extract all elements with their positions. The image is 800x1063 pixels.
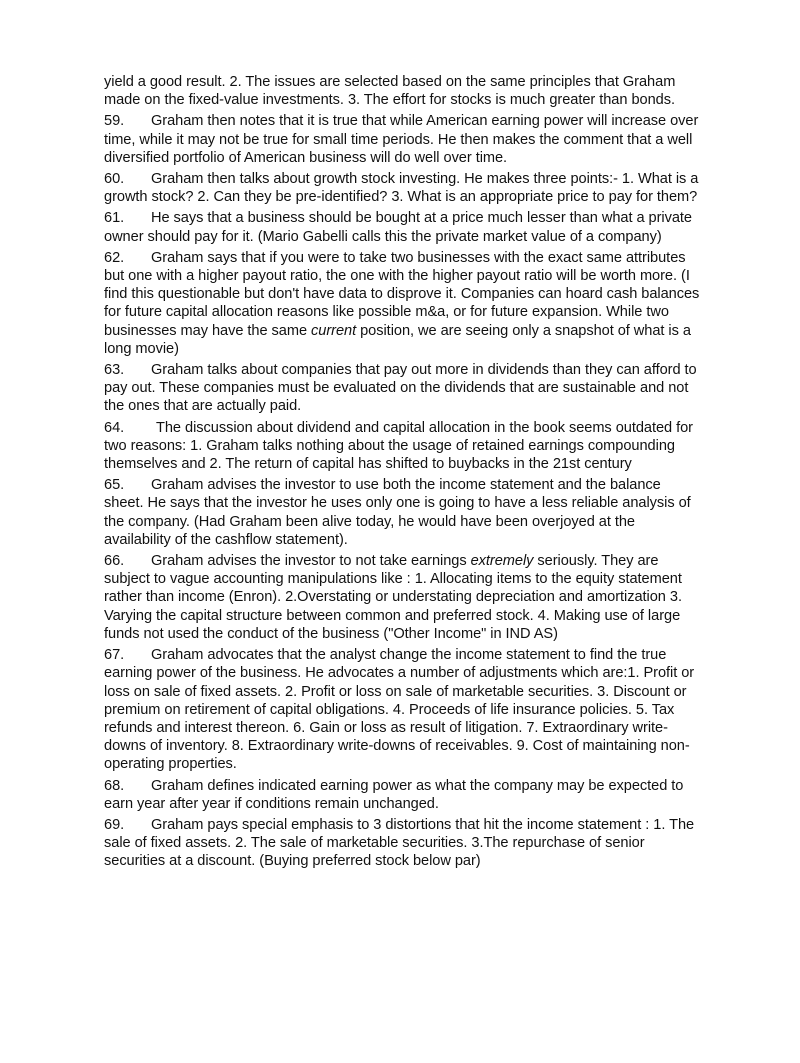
point-text-start: Graham says that if you were to take two businesses with the exact same attributes but one with a higher payout ratio, the one with the higher payout ratio will be worth more. (I find this questionable but don't have data to disprove it. Companies can hoard cash balances for future capital allocation reasons like possible m&a, or for future expansion. While two businesses may have the same — [104, 249, 700, 339]
point-number: 65. — [104, 477, 125, 494]
point-text: He says that a business should be bought at a price much lesser than what a private owner should pay for it. (Mario Gabelli calls this the private market value of a company) — [104, 210, 693, 245]
point-66 — [104, 552, 700, 643]
point-text-end: position, we are seeing only a snapshot of what is a long movie) — [104, 322, 691, 357]
point-text: Graham advocates that the analyst change the income statement to find the true earning power of the business. He advocates a number of adjustments which are:1. Profit or loss on sale of fixed assets. 2. Profit or loss on sale of marketable securities. 3. Discount or premium on retirement of capital obligations. 4. Proceeds of life insurance policies. 5. Tax refunds and interest thereon. 6. Gain or loss as result of litigation. 7. Extraordinary write-downs of inventory. 8. Extraordinary write-downs of receivables. 9. Cost of maintaining non-operating properties. — [104, 647, 695, 773]
point-number: 60. — [104, 171, 125, 188]
point-68 — [104, 777, 700, 813]
point-text: Graham pays special emphasis to 3 distortions that hit the income statement : 1. The sale of fixed assets. 2. The sale of marketable securities. 3.The repurchase of senior securities at a discount. (Buying preferred stock below par) — [104, 816, 695, 870]
point-text: Graham defines indicated earning power as what the company may be expected to earn year after year if conditions remain unchanged. — [104, 777, 684, 812]
point-number: 69. — [104, 816, 125, 833]
point-69 — [104, 816, 700, 871]
document-page — [104, 73, 700, 874]
point-text-start: Graham advises the investor to not take earnings — [151, 553, 471, 570]
point-number: 64. — [104, 419, 125, 436]
emphasis-extremely: extremely — [470, 553, 534, 570]
point-text: Graham then talks about growth stock investing. He makes three points:- 1. What is a growth stock? 2. Can they be pre-identified? 3. What is an appropriate price to pay for them? — [104, 171, 699, 206]
point-number: 66. — [104, 553, 125, 570]
point-65 — [104, 476, 700, 549]
point-text: Graham then notes that it is true that while American earning power will increase over time, while it may not be true for small time periods. He then makes the comment that a well diversified portfolio of American business will do well over time. — [104, 113, 699, 166]
point-number: 67. — [104, 647, 125, 664]
point-60 — [104, 170, 700, 206]
intro-paragraph: yield a good result. 2. The issues are selected based on the same principles that Graham made on the fixed-value investments. 3. The effort for stocks is much greater than bonds. — [104, 74, 676, 109]
point-number: 62. — [104, 249, 125, 266]
point-number: 59. — [104, 113, 125, 130]
point-number: 63. — [104, 362, 125, 379]
point-61 — [104, 209, 700, 245]
point-number: 68. — [104, 777, 125, 794]
point-text: The discussion about dividend and capital allocation in the book seems outdated for two reasons: 1. Graham talks nothing about the usage of retained earnings compounding themselves and 2. The return of capital has shifted to buybacks in the 21st century — [104, 419, 693, 473]
point-text: Graham advises the investor to use both the income statement and the balance sheet. He says that the investor he uses only one is going to have a less reliable analysis of the company. (Had Graham been alive today, he would have been overjoyed at the availability of the cashflow statement). — [104, 477, 691, 548]
point-62 — [104, 249, 700, 358]
point-64 — [104, 419, 700, 474]
point-text-end: seriously. They are subject to vague accounting manipulations like : 1. Allocating items to the equity statement rather than income (Enron). 2.Overstating or understating depreciation and amortization 3. Varying the capital structure between common and preferred stock. 4. Making use of large funds not used the conduct of the business ("Other Income" in IND AS) — [104, 553, 682, 642]
emphasis-current: current — [311, 322, 357, 339]
point-59 — [104, 112, 700, 167]
point-67 — [104, 646, 700, 773]
point-number: 61. — [104, 210, 125, 227]
point-text: Graham talks about companies that pay out more in dividends than they can afford to pay out. These companies must be evaluated on the dividends that are sustainable and not the ones that are actually paid. — [104, 362, 697, 415]
point-63 — [104, 361, 700, 416]
